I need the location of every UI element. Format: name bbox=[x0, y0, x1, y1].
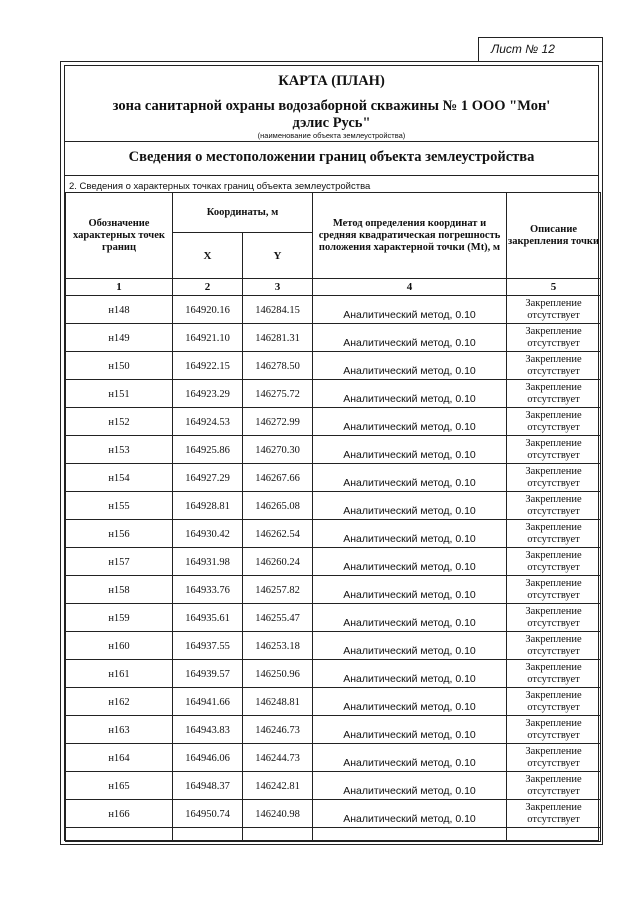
point-description bbox=[507, 408, 601, 436]
table-row bbox=[66, 548, 601, 576]
point-name: н150 bbox=[66, 352, 173, 380]
col-description-header: Описание закрепления точки bbox=[507, 193, 601, 279]
description-line: Закрепление bbox=[525, 773, 582, 785]
point-x: 164922.15 bbox=[173, 352, 243, 380]
col-number: 4 bbox=[313, 279, 507, 296]
point-description bbox=[507, 492, 601, 520]
point-description bbox=[507, 436, 601, 464]
description-line: Закрепление bbox=[525, 661, 582, 673]
subsection-caption: 2. Сведения о характерных точках границ объекта землеустройства bbox=[69, 181, 371, 192]
point-name: н154 bbox=[66, 464, 173, 492]
description-line: Закрепление bbox=[525, 549, 582, 561]
description-line: отсутствует bbox=[527, 813, 580, 825]
point-y: 146253.18 bbox=[243, 632, 313, 660]
table-row bbox=[66, 716, 601, 744]
point-name: н166 bbox=[66, 800, 173, 828]
description-line: отсутствует bbox=[527, 617, 580, 629]
point-method: Аналитический метод, 0.10 bbox=[313, 604, 507, 632]
point-y: 146250.96 bbox=[243, 660, 313, 688]
col-number: 2 bbox=[173, 279, 243, 296]
description-line: отсутствует bbox=[527, 757, 580, 769]
boundary-points-table bbox=[65, 192, 601, 842]
table-row bbox=[66, 408, 601, 436]
point-description bbox=[507, 772, 601, 800]
description-line: Закрепление bbox=[525, 409, 582, 421]
table-row bbox=[66, 520, 601, 548]
point-y: 146255.47 bbox=[243, 604, 313, 632]
description-line: отсутствует bbox=[527, 309, 580, 321]
table-row bbox=[66, 324, 601, 352]
description-line: Закрепление bbox=[525, 605, 582, 617]
table-row bbox=[66, 744, 601, 772]
point-x: 164931.98 bbox=[173, 548, 243, 576]
col-designation-header: Обозначение характерных точек границ bbox=[66, 193, 173, 279]
description-line: Закрепление bbox=[525, 297, 582, 309]
point-x: 164939.57 bbox=[173, 660, 243, 688]
description-line: отсутствует bbox=[527, 449, 580, 461]
point-x: 164946.06 bbox=[173, 744, 243, 772]
point-x: 164925.86 bbox=[173, 436, 243, 464]
description-line: отсутствует bbox=[527, 477, 580, 489]
point-method: Аналитический метод, 0.10 bbox=[313, 688, 507, 716]
point-x: 164950.74 bbox=[173, 800, 243, 828]
point-method: Аналитический метод, 0.10 bbox=[313, 352, 507, 380]
point-name: н163 bbox=[66, 716, 173, 744]
description-line: Закрепление bbox=[525, 381, 582, 393]
table-row bbox=[66, 352, 601, 380]
description-line: Закрепление bbox=[525, 325, 582, 337]
description-line: Закрепление bbox=[525, 801, 582, 813]
sheet-number: Лист № 12 bbox=[478, 37, 603, 61]
table-row bbox=[66, 380, 601, 408]
point-method: Аналитический метод, 0.10 bbox=[313, 632, 507, 660]
point-method: Аналитический метод, 0.10 bbox=[313, 576, 507, 604]
point-method: Аналитический метод, 0.10 bbox=[313, 800, 507, 828]
table-row bbox=[66, 604, 601, 632]
col-x-header: X bbox=[173, 233, 243, 279]
point-y: 146267.66 bbox=[243, 464, 313, 492]
document-inner-frame bbox=[64, 65, 599, 841]
point-method: Аналитический метод, 0.10 bbox=[313, 436, 507, 464]
point-x: 164920.16 bbox=[173, 296, 243, 324]
col-coords-header: Координаты, м bbox=[173, 193, 313, 233]
description-line: отсутствует bbox=[527, 729, 580, 741]
point-y: 146262.54 bbox=[243, 520, 313, 548]
point-description bbox=[507, 380, 601, 408]
point-x: 164930.42 bbox=[173, 520, 243, 548]
point-name: н165 bbox=[66, 772, 173, 800]
point-description bbox=[507, 660, 601, 688]
empty-cell bbox=[507, 828, 601, 842]
description-line: Закрепление bbox=[525, 493, 582, 505]
point-y: 146284.15 bbox=[243, 296, 313, 324]
description-line: Закрепление bbox=[525, 521, 582, 533]
description-line: отсутствует bbox=[527, 365, 580, 377]
point-x: 164921.10 bbox=[173, 324, 243, 352]
divider bbox=[65, 141, 598, 142]
point-description bbox=[507, 352, 601, 380]
table-row bbox=[66, 492, 601, 520]
point-y: 146265.08 bbox=[243, 492, 313, 520]
point-description bbox=[507, 296, 601, 324]
point-x: 164923.29 bbox=[173, 380, 243, 408]
description-line: Закрепление bbox=[525, 577, 582, 589]
point-method: Аналитический метод, 0.10 bbox=[313, 324, 507, 352]
description-line: отсутствует bbox=[527, 337, 580, 349]
description-line: Закрепление bbox=[525, 717, 582, 729]
empty-cell bbox=[313, 828, 507, 842]
point-name: н153 bbox=[66, 436, 173, 464]
table-row bbox=[66, 800, 601, 828]
object-caption: (наименование объекта землеустройства) bbox=[257, 131, 406, 140]
description-line: отсутствует bbox=[527, 421, 580, 433]
point-x: 164927.29 bbox=[173, 464, 243, 492]
point-y: 146240.98 bbox=[243, 800, 313, 828]
point-method: Аналитический метод, 0.10 bbox=[313, 772, 507, 800]
table-row bbox=[66, 632, 601, 660]
point-y: 146257.82 bbox=[243, 576, 313, 604]
point-method: Аналитический метод, 0.10 bbox=[313, 380, 507, 408]
table-body bbox=[66, 296, 601, 842]
point-name: н152 bbox=[66, 408, 173, 436]
point-y: 146278.50 bbox=[243, 352, 313, 380]
point-description bbox=[507, 324, 601, 352]
point-method: Аналитический метод, 0.10 bbox=[313, 716, 507, 744]
point-y: 146270.30 bbox=[243, 436, 313, 464]
point-x: 164924.53 bbox=[173, 408, 243, 436]
description-line: Закрепление bbox=[525, 353, 582, 365]
point-name: н148 bbox=[66, 296, 173, 324]
description-line: Закрепление bbox=[525, 437, 582, 449]
point-method: Аналитический метод, 0.10 bbox=[313, 464, 507, 492]
table-row bbox=[66, 688, 601, 716]
point-name: н158 bbox=[66, 576, 173, 604]
divider bbox=[65, 175, 598, 176]
point-method: Аналитический метод, 0.10 bbox=[313, 492, 507, 520]
point-x: 164943.83 bbox=[173, 716, 243, 744]
point-name: н160 bbox=[66, 632, 173, 660]
description-line: Закрепление bbox=[525, 745, 582, 757]
col-number: 5 bbox=[507, 279, 601, 296]
section-title: Сведения о местоположении границ объекта землеустройства bbox=[128, 149, 535, 165]
col-number: 1 bbox=[66, 279, 173, 296]
point-x: 164941.66 bbox=[173, 688, 243, 716]
point-name: н164 bbox=[66, 744, 173, 772]
point-method: Аналитический метод, 0.10 bbox=[313, 744, 507, 772]
point-x: 164948.37 bbox=[173, 772, 243, 800]
description-line: Закрепление bbox=[525, 633, 582, 645]
point-name: н159 bbox=[66, 604, 173, 632]
point-name: н149 bbox=[66, 324, 173, 352]
table-row bbox=[66, 660, 601, 688]
point-name: н157 bbox=[66, 548, 173, 576]
point-y: 146244.73 bbox=[243, 744, 313, 772]
point-name: н156 bbox=[66, 520, 173, 548]
description-line: отсутствует bbox=[527, 505, 580, 517]
table-row bbox=[66, 576, 601, 604]
empty-cell bbox=[66, 828, 173, 842]
point-description bbox=[507, 688, 601, 716]
table-row bbox=[66, 436, 601, 464]
point-method: Аналитический метод, 0.10 bbox=[313, 520, 507, 548]
description-line: отсутствует bbox=[527, 701, 580, 713]
point-description bbox=[507, 744, 601, 772]
point-x: 164933.76 bbox=[173, 576, 243, 604]
table-row bbox=[66, 296, 601, 324]
point-description bbox=[507, 464, 601, 492]
point-description bbox=[507, 604, 601, 632]
description-line: Закрепление bbox=[525, 465, 582, 477]
point-y: 146272.99 bbox=[243, 408, 313, 436]
point-description bbox=[507, 632, 601, 660]
point-method: Аналитический метод, 0.10 bbox=[313, 660, 507, 688]
point-y: 146242.81 bbox=[243, 772, 313, 800]
empty-cell bbox=[243, 828, 313, 842]
description-line: отсутствует bbox=[527, 673, 580, 685]
point-name: н151 bbox=[66, 380, 173, 408]
description-line: отсутствует bbox=[527, 589, 580, 601]
point-y: 146275.72 bbox=[243, 380, 313, 408]
object-name: зона санитарной охраны водозаборной скважины № 1 ООО "Мон' дэлис Русь" bbox=[112, 98, 551, 131]
point-y: 146246.73 bbox=[243, 716, 313, 744]
point-description bbox=[507, 576, 601, 604]
point-name: н161 bbox=[66, 660, 173, 688]
col-y-header: Y bbox=[243, 233, 313, 279]
point-x: 164935.61 bbox=[173, 604, 243, 632]
point-y: 146248.81 bbox=[243, 688, 313, 716]
description-line: отсутствует bbox=[527, 645, 580, 657]
document-frame bbox=[60, 61, 603, 845]
table-row bbox=[66, 464, 601, 492]
title-block bbox=[65, 66, 598, 132]
description-line: Закрепление bbox=[525, 689, 582, 701]
point-x: 164928.81 bbox=[173, 492, 243, 520]
table-row bbox=[66, 772, 601, 800]
point-name: н155 bbox=[66, 492, 173, 520]
point-description bbox=[507, 520, 601, 548]
empty-cell bbox=[173, 828, 243, 842]
description-line: отсутствует bbox=[527, 533, 580, 545]
col-number: 3 bbox=[243, 279, 313, 296]
point-y: 146260.24 bbox=[243, 548, 313, 576]
point-x: 164937.55 bbox=[173, 632, 243, 660]
point-method: Аналитический метод, 0.10 bbox=[313, 408, 507, 436]
point-description bbox=[507, 800, 601, 828]
description-line: отсутствует bbox=[527, 785, 580, 797]
description-line: отсутствует bbox=[527, 561, 580, 573]
point-method: Аналитический метод, 0.10 bbox=[313, 296, 507, 324]
empty-row bbox=[66, 828, 601, 842]
point-description bbox=[507, 548, 601, 576]
point-name: н162 bbox=[66, 688, 173, 716]
point-description bbox=[507, 716, 601, 744]
map-title: КАРТА (ПЛАН) bbox=[278, 73, 385, 89]
point-y: 146281.31 bbox=[243, 324, 313, 352]
point-method: Аналитический метод, 0.10 bbox=[313, 548, 507, 576]
col-method-header: Метод определения координат и средняя квадратическая погрешность положения характерной точки (Mt), м bbox=[313, 193, 507, 279]
description-line: отсутствует bbox=[527, 393, 580, 405]
